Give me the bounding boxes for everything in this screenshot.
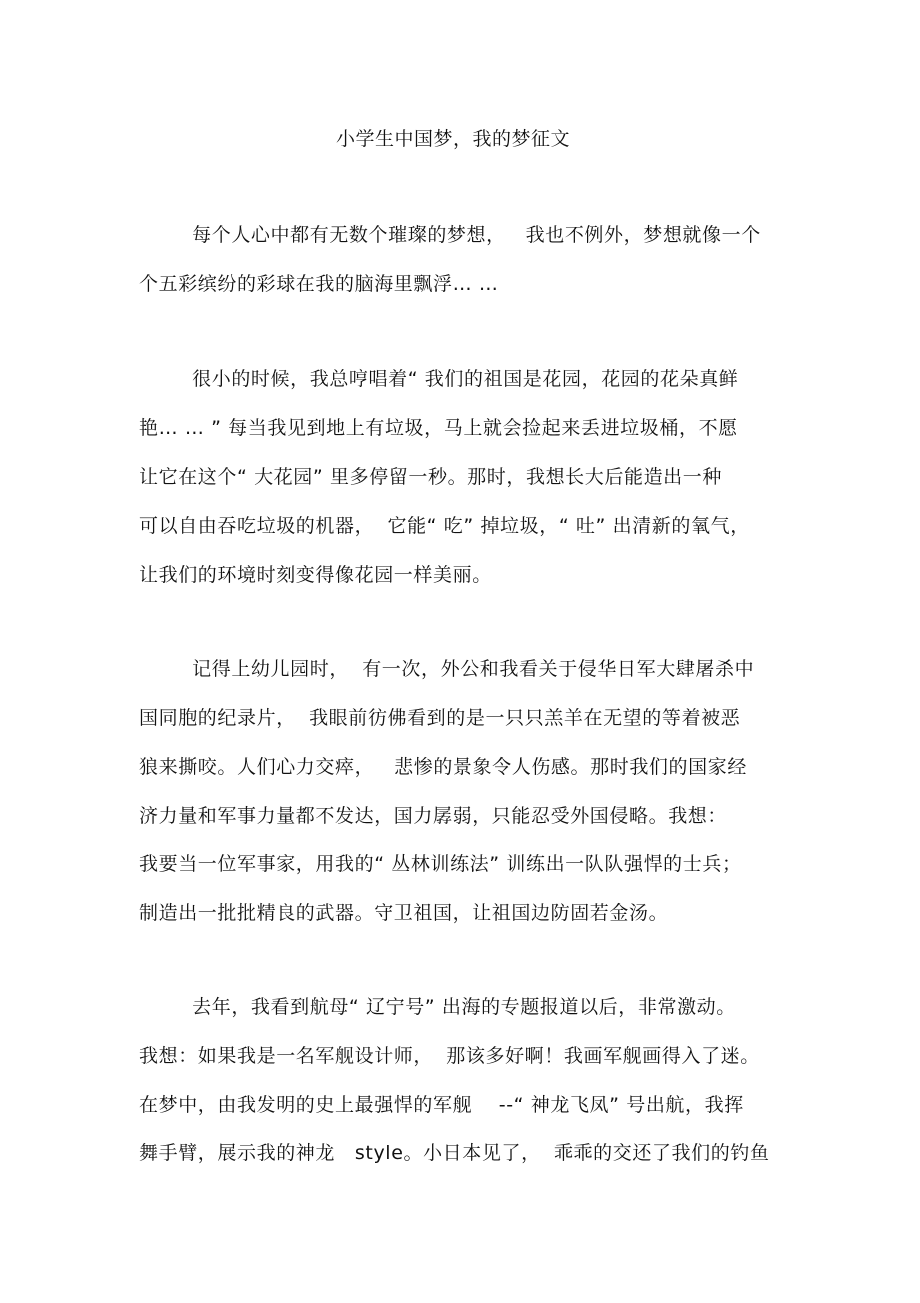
text-line: 记得上幼儿园时， 有一次，外公和我看关于侵华日军大肆屠杀中 — [139, 658, 755, 680]
text-line: 个五彩缤纷的彩球在我的脑海里飘浮… … — [139, 273, 499, 295]
text-line: 济力量和军事力量都不发达，国力孱弱，只能忍受外国侵略。我想： — [139, 805, 728, 827]
text-line: 制造出一批批精良的武器。守卫祖国，让祖国边防固若金汤。 — [139, 902, 669, 924]
text-line: 艳… … ” 每当我见到地上有垃圾，马上就会捡起来丢进垃圾桶，不愿 — [139, 417, 738, 439]
text-line: 狼来撕咬。人们心力交瘁， 悲惨的景象令人伤感。那时我们的国家经 — [139, 756, 747, 778]
text-line: 舞手臂，展示我的神龙 style。小日本见了， 乖乖的交还了我们的钓鱼 — [139, 1142, 770, 1164]
text-line: 去年，我看到航母“ 辽宁号” 出海的专题报道以后，非常激动。 — [139, 996, 736, 1018]
text-line: 我要当一位军事家，用我的“ 丛林训练法” 训练出一队队强悍的士兵； — [139, 853, 742, 875]
text-line: 让我们的环境时刻变得像花园一样美丽。 — [139, 564, 492, 586]
text-line: 让它在这个“ 大花园” 里多停留一秒。那时，我想长大后能造出一种 — [139, 466, 722, 488]
text-line: 可以自由吞吃垃圾的机器， 它能“ 吃” 掉垃圾，“ 吐” 出清新的氧气， — [139, 515, 750, 537]
text-line: 我想：如果我是一名军舰设计师， 那该多好啊！我画军舰画得入了迷。 — [139, 1045, 760, 1067]
text-line: 很小的时候，我总哼唱着“ 我们的祖国是花园，花园的花朵真鲜 — [139, 368, 739, 390]
text-line: 国同胞的纪录片， 我眼前彷佛看到的是一只只羔羊在无望的等着被恶 — [139, 707, 741, 729]
document-title: 小学生中国梦，我的梦征文 — [335, 128, 570, 150]
text-line: 在梦中，由我发明的史上最强悍的军舰 --“ 神龙飞凤” 号出航，我挥 — [139, 1094, 744, 1116]
text-line: 每个人心中都有无数个璀璨的梦想， 我也不例外，梦想就像一个 — [139, 224, 761, 246]
